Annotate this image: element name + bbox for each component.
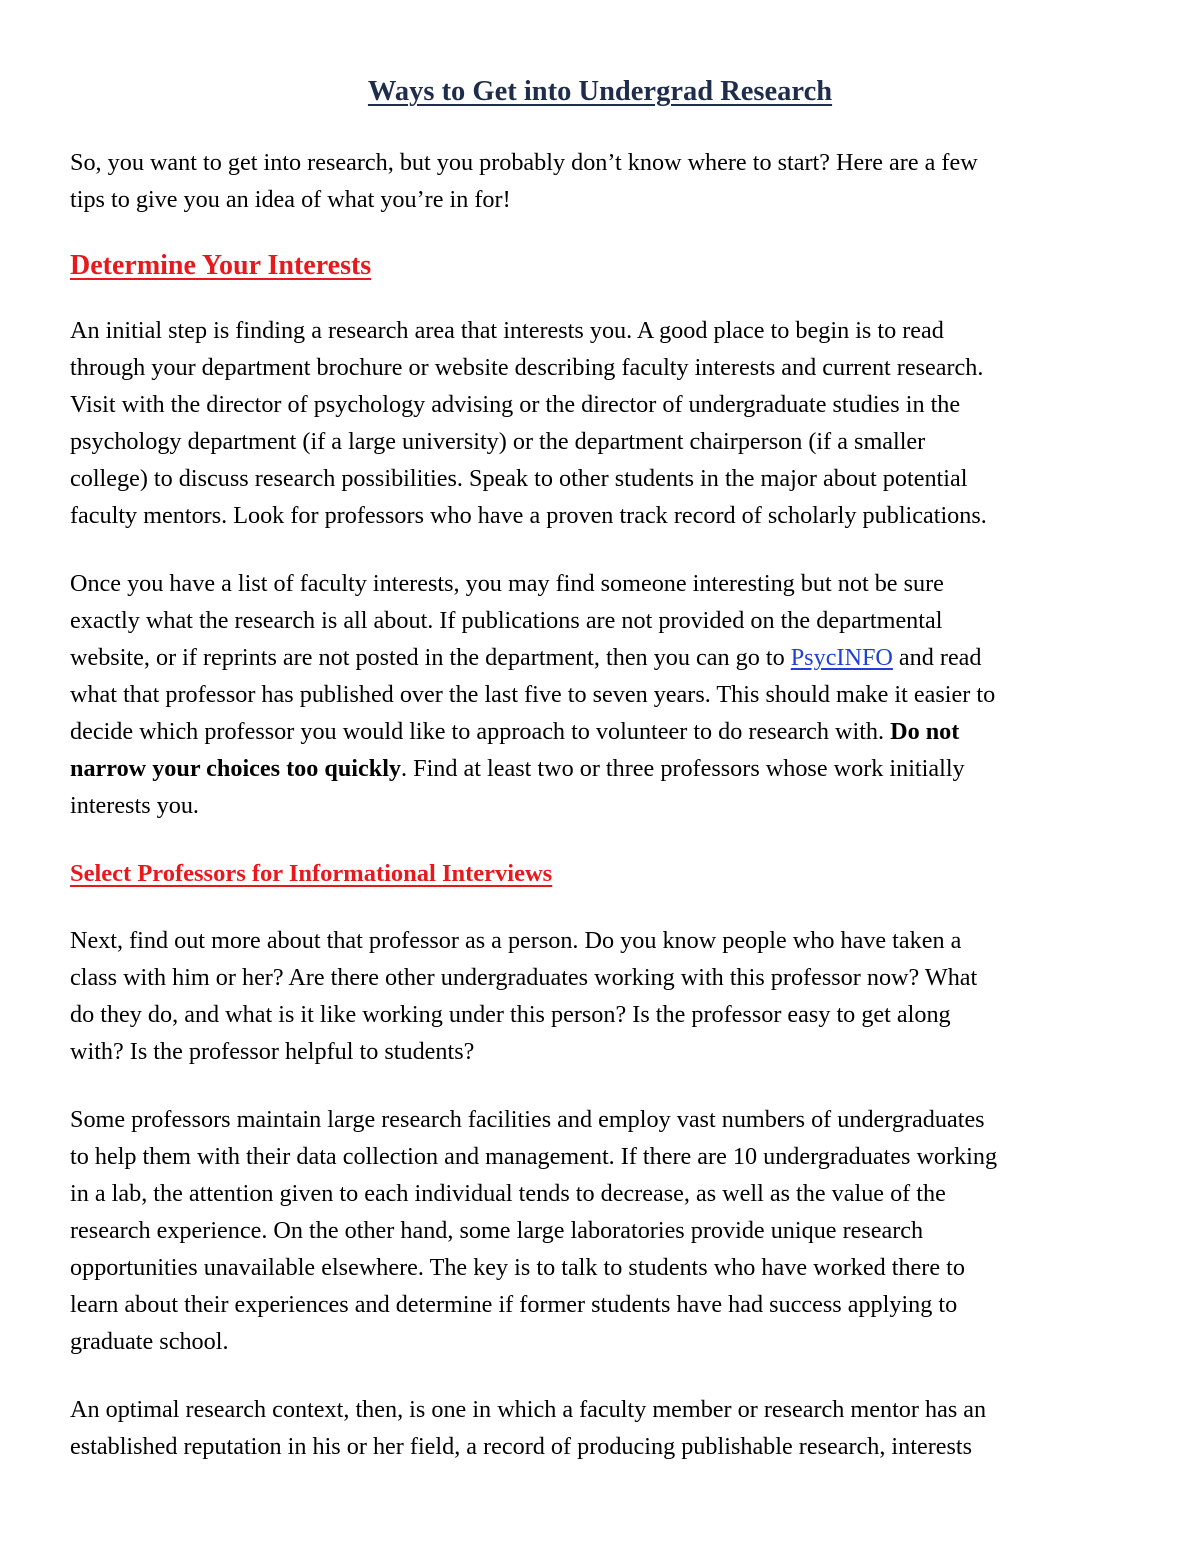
paragraph-line: class with him or her? Are there other undergraduates working with this professor now? What — [70, 964, 978, 991]
paragraph-line: what that professor has published over the last five to seven years. This should make it easier to — [70, 681, 996, 708]
paragraph-line: Some professors maintain large research facilities and employ vast numbers of undergraduates — [70, 1106, 985, 1133]
paragraph-line: faculty mentors. Look for professors who have a proven track record of scholarly publications. — [70, 502, 987, 529]
paragraph-line: An optimal research context, then, is one in which a faculty member or research mentor has an — [70, 1396, 987, 1423]
paragraph-line: to help them with their data collection and management. If there are 10 undergraduates working — [70, 1143, 998, 1170]
paragraph-line: opportunities unavailable elsewhere. The key is to talk to students who have worked there to — [70, 1254, 965, 1281]
paragraph-line: Visit with the director of psychology advising or the director of undergraduate studies in the — [70, 391, 961, 418]
paragraph-line: learn about their experiences and determine if former students have had success applying to — [70, 1291, 958, 1318]
section-heading-select-professors: Select Professors for Informational Interviews — [70, 860, 553, 887]
paragraph-line: research experience. On the other hand, some large laboratories provide unique research — [70, 1217, 924, 1244]
section-heading-determine-interests: Determine Your Interests — [70, 250, 372, 281]
paragraph-line-with-bold — [70, 750, 965, 787]
paragraph-line: graduate school. — [70, 1328, 229, 1355]
paragraph-line: interests you. — [70, 792, 199, 819]
bold-emphasis: narrow your choices too quickly — [70, 755, 402, 782]
paragraph-line: established reputation in his or her field, a record of producing publishable research, interests — [70, 1433, 973, 1460]
text-segment: decide which professor you would like to approach to volunteer to do research with. — [70, 718, 891, 745]
paragraph-line: do they do, and what is it like working under this person? Is the professor easy to get along — [70, 1001, 951, 1028]
text-segment: . Find at least two or three professors whose work initially — [401, 755, 965, 782]
paragraph-line-with-bold — [70, 713, 959, 750]
document-title: Ways to Get into Undergrad Research — [367, 76, 833, 107]
text-segment: and read — [892, 644, 982, 671]
paragraph-line: through your department brochure or website describing faculty interests and current research. — [70, 354, 984, 381]
paragraph-line-with-link — [70, 639, 982, 676]
paragraph-line: with? Is the professor helpful to students? — [70, 1038, 475, 1065]
paragraph-line: in a lab, the attention given to each individual tends to decrease, as well as the value of the — [70, 1180, 946, 1207]
text-segment: website, or if reprints are not posted in the department, then you can go to — [70, 644, 791, 671]
paragraph-line: Next, find out more about that professor as a person. Do you know people who have taken a — [70, 927, 962, 954]
psycinfo-link[interactable]: PsycINFO — [790, 644, 893, 671]
paragraph-line: Once you have a list of faculty interests, you may find someone interesting but not be sure — [70, 570, 944, 597]
paragraph-line: An initial step is finding a research area that interests you. A good place to begin is to read — [70, 317, 944, 344]
paragraph-line: psychology department (if a large university) or the department chairperson (if a smaller — [70, 428, 926, 455]
intro-line-1: So, you want to get into research, but you probably don’t know where to start? Here are a few — [70, 149, 978, 176]
paragraph-line: exactly what the research is all about. If publications are not provided on the departmental — [70, 607, 943, 634]
intro-line-2: tips to give you an idea of what you’re in for! — [70, 186, 511, 213]
paragraph-line: college) to discuss research possibilities. Speak to other students in the major about potential — [70, 465, 968, 492]
bold-emphasis: Do not — [890, 718, 960, 745]
